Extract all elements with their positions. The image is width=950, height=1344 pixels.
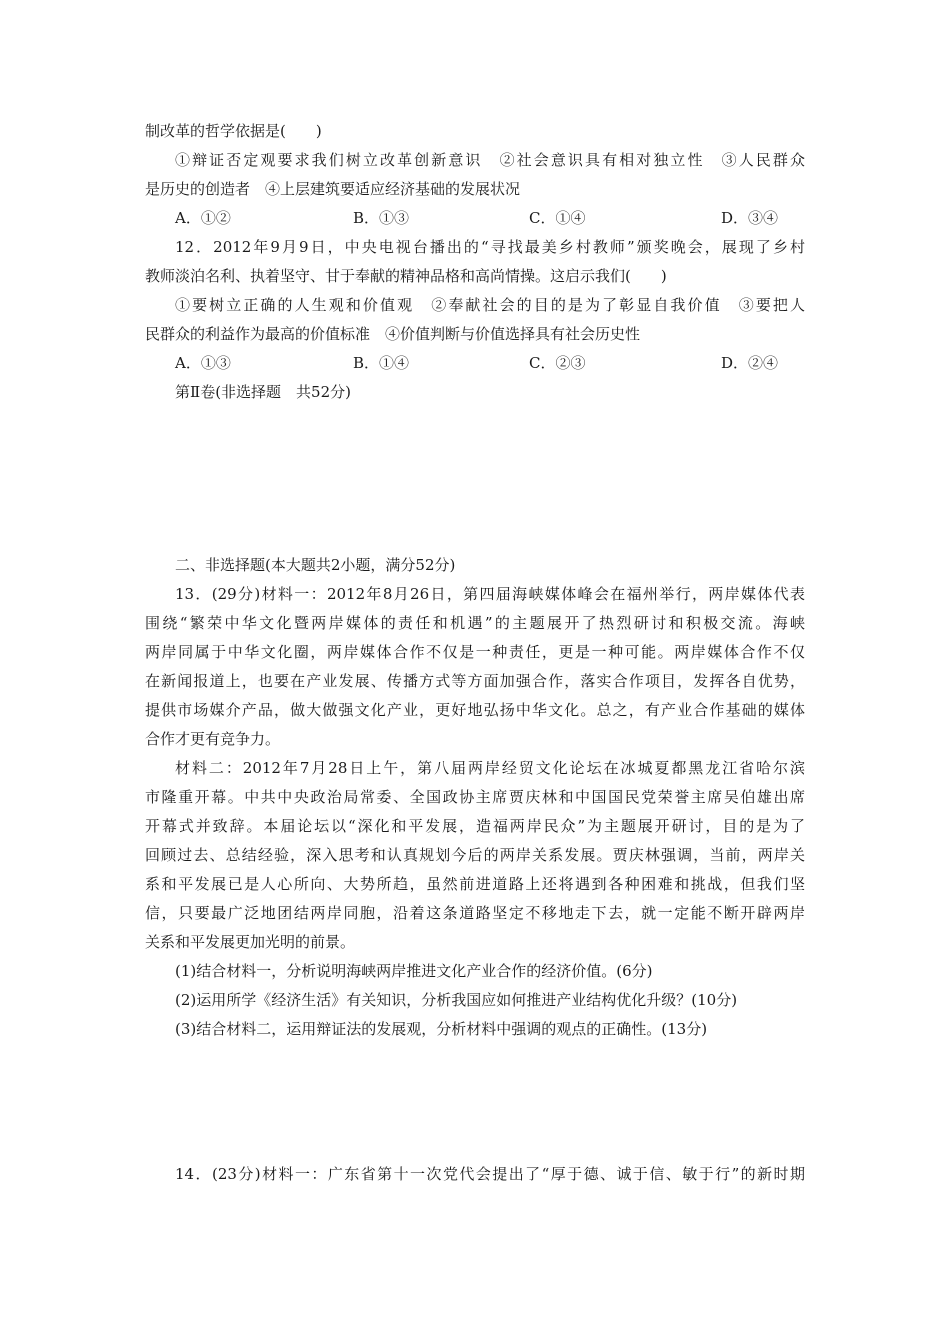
q13-m2-line: 关系和平发展更加光明的前景。 [145, 933, 356, 951]
q13-m1-line: 在新闻报道上，也要在产业发展、传播方式等方面加强合作，落实合作项目，发挥各自优势， [145, 672, 805, 690]
q12-statements-line2: 民群众的利益作为最高的价值标准 ④价值判断与价值选择具有社会历史性 [145, 325, 641, 343]
q12-statements-line1: ①要树立正确的人生观和价值观 ②奉献社会的目的是为了彰显自我价值 ③要把人 [175, 296, 805, 314]
q12-option-a: A．①③ [175, 354, 231, 372]
q13-m1-line: 围绕“繁荣中华文化暨两岸媒体的责任和机遇”的主题展开了热烈研讨和积极交流。海峡 [145, 614, 805, 632]
q14-line1: 14．(23分)材料一：广东省第十一次党代会提出了“厚于德、诚于信、敏于行”的新时期 [175, 1165, 805, 1183]
q12-stem-line1: 12．2012年9月9日，中央电视台播出的“寻找最美乡村教师”颁奖晚会，展现了乡村 [175, 238, 805, 256]
q13-m2-line: 信，只要最广泛地团结两岸同胞，沿着这条道路坚定不移地走下去，就一定能不断开辟两岸 [145, 904, 805, 922]
q13-m2-line: 回顾过去、总结经验，深入思考和认真规划今后的两岸关系发展。贾庆林强调，当前，两岸关 [145, 846, 805, 864]
q13-subquestion-2: (2)运用所学《经济生活》有关知识，分析我国应如何推进产业结构优化升级？(10分) [175, 991, 738, 1009]
q11-stem-tail: 制改革的哲学依据是( ) [145, 122, 322, 140]
part2-title: 第Ⅱ卷(非选择题 共52分) [175, 383, 351, 401]
q12-option-d: D．②④ [721, 354, 779, 372]
q13-m2-line: 材料二：2012年7月28日上午，第八届两岸经贸文化论坛在冰城夏都黑龙江省哈尔滨 [175, 759, 805, 777]
q13-m1-line: 提供市场媒介产品，做大做强文化产业，更好地弘扬中华文化。总之，有产业合作基础的媒体 [145, 701, 805, 719]
q13-subquestion-1: (1)结合材料一，分析说明海峡两岸推进文化产业合作的经济价值。(6分) [175, 962, 653, 980]
q12-stem-line2: 教师淡泊名利、执着坚守、甘于奉献的精神品格和高尚情操。这启示我们( ) [145, 267, 667, 285]
q11-option-b: B．①③ [353, 209, 410, 227]
q12-option-b: B．①④ [353, 354, 410, 372]
q11-statements-line2: 是历史的创造者 ④上层建筑要适应经济基础的发展状况 [145, 180, 521, 198]
q13-subquestion-3: (3)结合材料二，运用辩证法的发展观，分析材料中强调的观点的正确性。(13分) [175, 1020, 708, 1038]
q13-m2-line: 系和平发展已是人心所向、大势所趋，虽然前进道路上还将遇到各种困难和挑战，但我们坚 [145, 875, 805, 893]
q11-option-d: D．③④ [721, 209, 779, 227]
q11-option-a: A．①② [175, 209, 231, 227]
q13-m1-line: 13．(29分)材料一：2012年8月26日，第四届海峡媒体峰会在福州举行，两岸媒体代表 [175, 585, 805, 603]
q13-m2-line: 开幕式并致辞。本届论坛以“深化和平发展，造福两岸民众”为主题展开研讨，目的是为了 [145, 817, 805, 835]
q13-m2-line: 市隆重开幕。中共中央政治局常委、全国政协主席贾庆林和中国国民党荣誉主席吴伯雄出席 [145, 788, 805, 806]
q11-option-c: C．①④ [529, 209, 586, 227]
q13-m1-line: 合作才更有竞争力。 [145, 730, 281, 748]
q11-statements-line1: ①辩证否定观要求我们树立改革创新意识 ②社会意识具有相对独立性 ③人民群众 [175, 151, 805, 169]
section2-heading: 二、非选择题(本大题共2小题，满分52分) [175, 556, 456, 574]
q13-m1-line: 两岸同属于中华文化圈，两岸媒体合作不仅是一种责任，更是一种可能。两岸媒体合作不仅 [145, 643, 805, 661]
q12-option-c: C．②③ [529, 354, 586, 372]
